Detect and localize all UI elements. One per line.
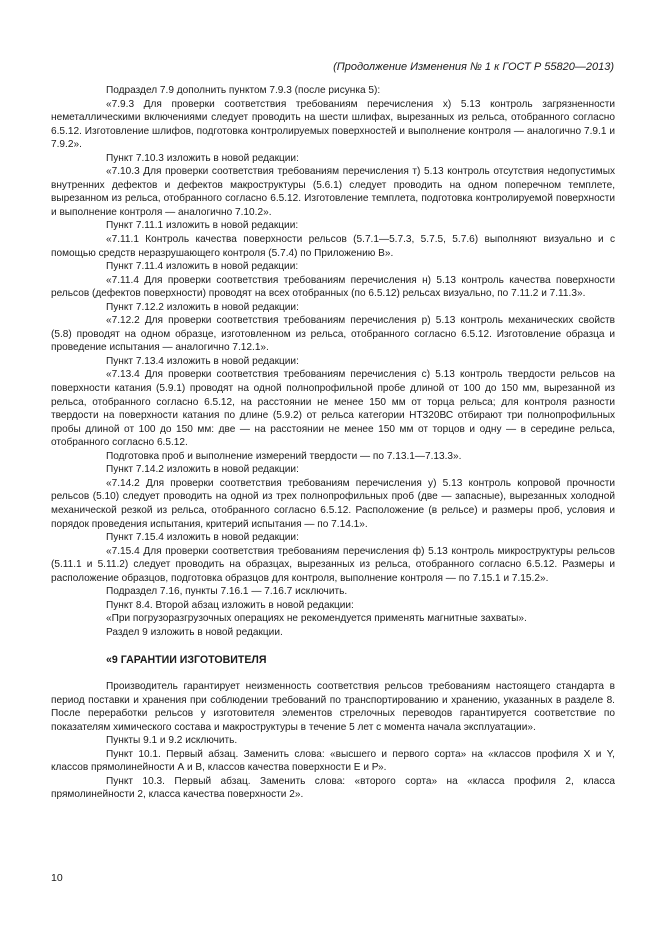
paragraph: «7.14.2 Для проверки соответствия требованиям перечисления у) 5.13 контроль копровой прочности рельсов (5.10) следует проводить на одной из трех полнопрофильных проб (две — запасные), вырезанных холодной механической резкой из рельса, отобранного согласно 6.5.12. Расположение (в рельсе) и размеры проб, условия и порядок проведения испытания, критерий испытания — по 7.14.1». [51, 477, 615, 530]
paragraph: Подраздел 7.9 дополнить пунктом 7.9.3 (после рисунка 5): [106, 85, 381, 96]
paragraph: Производитель гарантирует неизменность соответствия рельсов требованиям настоящего стандарта в период поставки и хранения при соблюдении требований по транспортированию и хранению, указанных в разделе 8. После переработки рельсов у изготовителя элементов стрелочных переводов гарантируется соответствие по показателям химического состава и макроструктуры в течение 5 лет с момента начала эксплуатации». [51, 680, 615, 733]
running-head: (Продолжение Изменения № 1 к ГОСТ Р 55820—2013) [333, 61, 614, 73]
paragraph: «7.10.3 Для проверки соответствия требованиям перечисления т) 5.13 контроль отсутствия недопустимых внутренних дефектов и дефектов макроструктуры (5.6.1) следует проводить на одном поперечном темплете, вырезанном из рельса, отобранного согласно 6.5.12. Изготовление темплета, подготовка контролируемой поверхности и выполнение контроля — аналогично 7.10.2». [51, 166, 615, 218]
paragraph: Пункты 9.1 и 9.2 исключить. [106, 735, 238, 747]
page-number: 10 [51, 872, 63, 884]
paragraph: Подготовка проб и выполнение измерений твердости — по 7.13.1—7.13.3». [106, 450, 462, 462]
paragraph: «7.13.4 Для проверки соответствия требованиям перечисления с) 5.13 контроль твердости рельсов на поверхности катания (5.9.1) проводят на одной полнопрофильной пробе длиной от 100 до 150 мм, вырезанной из рельса, отобранного согласно 6.5.12, на расстоянии не менее 150 мм от торца рельса; для контроля разности твердости на поверхности катания по длине (5.9.2) от рельса категории НТ320ВС отбирают три полнопрофильных пробы длиной от 100 до 150 мм: две — на расстоянии не менее 150 мм от торцов и одну — в середине рельса, отобранного согласно 6.5.12. [51, 369, 615, 449]
paragraph: Пункт 7.15.4 изложить в новой редакции: [106, 532, 299, 544]
paragraph: «7.11.1 Контроль качества поверхности рельсов (5.7.1—5.7.3, 5.7.5, 5.7.6) выполняют визуально и с помощью средств неразрушающего контроля (5.7.4) по Приложению В». [51, 234, 615, 259]
paragraph: Пункт 8.4. Второй абзац изложить в новой редакции: [106, 599, 354, 611]
paragraph: Пункт 7.10.3 изложить в новой редакции: [106, 152, 299, 164]
section-title: «9 ГАРАНТИИ ИЗГОТОВИТЕЛЯ [106, 654, 267, 667]
paragraph: Пункт 7.12.2 изложить в новой редакции: [106, 301, 299, 313]
paragraph: «7.11.4 Для проверки соответствия требованиям перечисления н) 5.13 контроль качества поверхности рельсов (дефектов поверхности) проводят на всех отобранных (по 6.5.12) рельсах визуально, по 7.11.2 и 7.11.3». [51, 274, 615, 300]
paragraph: Пункт 7.14.2 изложить в новой редакции: [106, 464, 299, 476]
paragraph: Раздел 9 изложить в новой редакции. [106, 626, 283, 638]
paragraph: «7.15.4 Для проверки соответствия требованиям перечисления ф) 5.13 контроль микроструктуры рельсов (5.11.1 и 5.11.2) следует проводить на образцах, вырезанных из рельса, отобранного согласно 6.5.12. Размеры и расположение образцов, подготовка образцов для контроля, выполнение контроля — по 7.15.1 и 7.15.2». [51, 545, 615, 584]
paragraph: «7.9.3 Для проверки соответствия требованиям перечисления х) 5.13 контроль загрязненности неметаллическими включениями следует проводить на шести шлифах, вырезанных из рельса, отобранного согласно 6.5.12. Изготовление шлифов, подготовка контролируемых поверхностей и выполнение контроля — аналогично 7.9.1 и 7.9.2». [51, 98, 615, 151]
paragraph: «7.12.2 Для проверки соответствия требованиям перечисления р) 5.13 контроль механических свойств (5.8) проводят на одном образце, изготовленном из рельса, отобранного согласно 6.5.12. Изготовление образца и проведение испытания — аналогично 7.12.1». [51, 315, 615, 354]
paragraph: Пункт 7.13.4 изложить в новой редакции: [106, 355, 299, 367]
paragraph: Подраздел 7.16, пункты 7.16.1 — 7.16.7 исключить. [106, 586, 348, 598]
paragraph: Пункт 7.11.4 изложить в новой редакции: [106, 261, 299, 273]
paragraph: Пункт 7.11.1 изложить в новой редакции: [106, 220, 299, 232]
paragraph: Пункт 10.1. Первый абзац. Заменить слова: «высшего и первого сорта» на «классов профиля Х и Y, классов прямолинейности А и В, классов качества поверхности Е и Р». [51, 748, 615, 774]
paragraph: «При погрузоразгрузочных операциях не рекомендуется применять магнитные захваты». [106, 613, 527, 625]
paragraph: Пункт 10.3. Первый абзац. Заменить слова: «второго сорта» на «класса профиля 2, класса прямолинейности 2, класса качества поверхности 2». [51, 775, 615, 801]
document-body [51, 84, 615, 802]
